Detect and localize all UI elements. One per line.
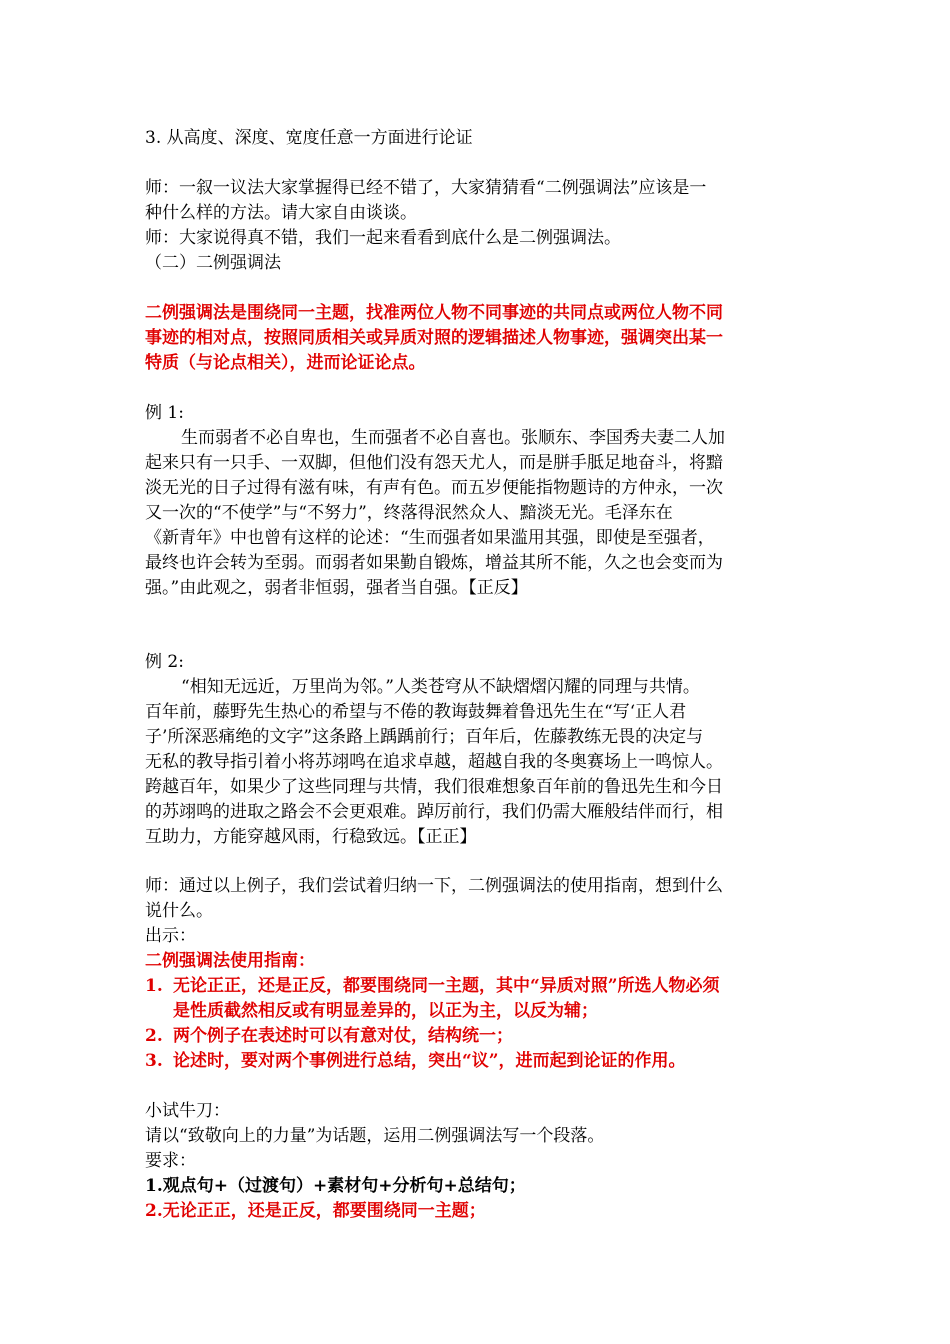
teacher-line: 说什么。 [145, 901, 213, 921]
show-label: 出示： [145, 926, 196, 946]
guide-item [145, 1024, 513, 1048]
section-title: （二）二例强调法 [145, 253, 281, 273]
guide-item [145, 974, 720, 998]
teacher-line: 师：一叙一议法大家掌握得已经不错了，大家猜猜看“二例强调法”应该是一 [145, 178, 707, 198]
requirement-2: 2.无论正正，还是正反，都要围绕同一主题； [145, 1201, 486, 1221]
example-2-line: 无私的教导指引着小将苏翊鸣在追求卓越，超越自我的冬奥赛场上一鸣惊人。 [145, 752, 723, 772]
guide-item-number: 3. [145, 1051, 163, 1071]
example-1-line: 起来只有一只手、一双脚，但他们没有怨天尤人，而是胼手胝足地奋斗，将黯 [145, 453, 723, 473]
definition-line: 特质（与论点相关），进而论证论点。 [145, 353, 426, 373]
example-1-label: 例 1: [145, 403, 184, 423]
heading-3: 3. 从高度、深度、宽度任意一方面进行论证 [145, 128, 473, 148]
example-2-label: 例 2: [145, 652, 184, 672]
practice-title: 小试牛刀： [145, 1101, 230, 1121]
teacher-line: 师：通过以上例子，我们尝试着归纳一下，二例强调法的使用指南，想到什么 [145, 876, 723, 896]
guide-item [145, 1049, 686, 1073]
guide-item-continuation: 是性质截然相反或有明显差异的，以正为主，以反为辅； [173, 1001, 598, 1021]
guide-item-text: 两个例子在表述时可以有意对仗，结构统一； [173, 1026, 513, 1046]
guide-item-number: 1. [145, 976, 163, 996]
example-2-line: “相知无远近，万里尚为邻。”人类苍穹从不缺熠熠闪耀的同理与共情。 [181, 677, 700, 697]
requirements-label: 要求： [145, 1151, 196, 1171]
example-1-line: 最终也许会转为至弱。而弱者如果勤自锻炼，增益其所不能，久之也会变而为 [145, 553, 723, 573]
teacher-line: 种什么样的方法。请大家自由谈谈。 [145, 203, 417, 223]
example-2-line: 跨越百年，如果少了这些同理与共情，我们很难想象百年前的鲁迅先生和今日 [145, 777, 723, 797]
practice-prompt: 请以“致敬向上的力量”为话题，运用二例强调法写一个段落。 [145, 1126, 605, 1146]
example-2-line: 百年前，藤野先生热心的希望与不倦的教诲鼓舞着鲁迅先生在“写‘正人君 [145, 702, 687, 722]
guide-title: 二例强调法使用指南： [145, 951, 315, 971]
definition-line: 事迹的相对点，按照同质相关或异质对照的逻辑描述人物事迹，强调突出某一 [145, 328, 723, 348]
example-1-line: 《新青年》中也曾有这样的论述：“生而强者如果滥用其强，即使是至强者， [145, 528, 715, 548]
example-2-line: 的苏翊鸣的进取之路会不会更艰难。踔厉前行，我们仍需大雁般结伴而行，相 [145, 802, 723, 822]
example-1-line: 生而弱者不必自卑也，生而强者不必自喜也。张顺东、李国秀夫妻二人加 [181, 428, 725, 448]
definition-line: 二例强调法是围绕同一主题，找准两位人物不同事迹的共同点或两位人物不同 [145, 303, 723, 323]
requirement-1: 1.观点句+（过渡句）+素材句+分析句+总结句； [145, 1176, 526, 1196]
example-2-line: 互助力，方能穿越风雨，行稳致远。【正正】 [145, 827, 477, 847]
teacher-line: 师：大家说得真不错，我们一起来看看到底什么是二例强调法。 [145, 228, 621, 248]
guide-item-text: 论述时，要对两个事例进行总结，突出“议”，进而起到论证的作用。 [173, 1051, 686, 1071]
example-1-line: 又一次的“不使学”与“不努力”，终落得泯然众人、黯淡无光。毛泽东在 [145, 503, 673, 523]
guide-item-text: 无论正正，还是正反，都要围绕同一主题，其中“异质对照”所选人物必须 [173, 976, 720, 996]
example-2-line: 子’所深恶痛绝的文字”这条路上踽踽前行；百年后，佐藤教练无畏的决定与 [145, 727, 704, 747]
example-1-line: 淡无光的日子过得有滋有味，有声有色。而五岁便能指物题诗的方仲永，一次 [145, 478, 723, 498]
example-1-line: 强。”由此观之，弱者非恒弱，强者当自强。【正反】 [145, 578, 528, 598]
guide-item-number: 2. [145, 1026, 163, 1046]
